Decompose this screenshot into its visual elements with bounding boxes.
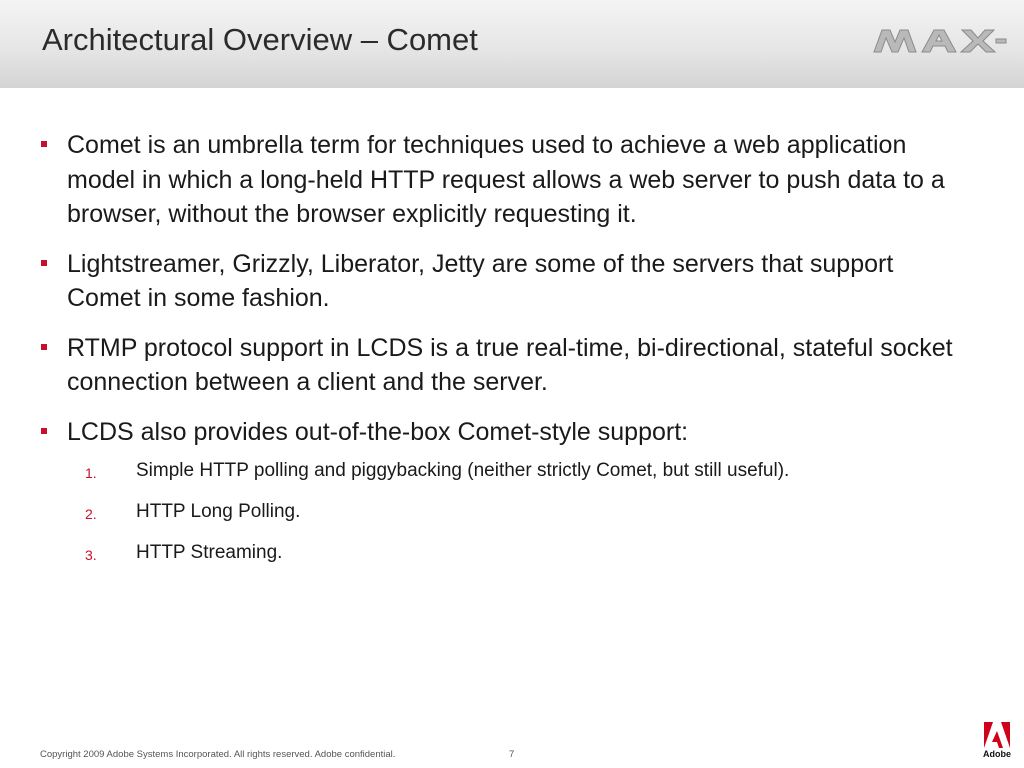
bullet-item xyxy=(40,415,970,450)
adobe-a-icon xyxy=(984,722,1010,748)
item-text: Simple HTTP polling and piggybacking (neither strictly Comet, but still useful). xyxy=(136,460,790,481)
copyright-notice: Copyright 2009 Adobe Systems Incorporated. All rights reserved. Adobe confidential. xyxy=(40,749,396,760)
numbered-sublist xyxy=(40,458,970,566)
page-number: 7 xyxy=(509,749,515,760)
bullet-text: LCDS also provides out-of-the-box Comet-style support: xyxy=(67,417,689,446)
item-text: HTTP Streaming. xyxy=(136,542,283,563)
item-number: 1. xyxy=(85,465,97,481)
bullet-square-icon xyxy=(41,141,47,147)
slide-body xyxy=(40,128,970,581)
bullet-text: Lightstreamer, Grizzly, Liberator, Jetty are some of the servers that support Comet in some fashion. xyxy=(67,249,894,312)
numbered-item xyxy=(40,540,970,566)
item-number: 3. xyxy=(85,547,97,563)
slide-title: Architectural Overview – Comet xyxy=(42,22,478,57)
bullet-item xyxy=(40,331,970,400)
bullet-item xyxy=(40,247,970,316)
numbered-item xyxy=(40,458,970,484)
max-logo xyxy=(872,27,1008,55)
bullet-text: Comet is an umbrella term for techniques used to achieve a web application model in which a long-held HTTP request allows a web server to push data to a browser, without the browser explicitly requesting it. xyxy=(67,131,945,228)
item-number: 2. xyxy=(85,506,97,522)
bullet-item xyxy=(40,128,970,232)
item-text: HTTP Long Polling. xyxy=(136,501,301,522)
bullet-square-icon xyxy=(41,260,47,266)
bullet-square-icon xyxy=(41,344,47,350)
numbered-item xyxy=(40,499,970,525)
bullet-text: RTMP protocol support in LCDS is a true real-time, bi-directional, stateful socket connection between a client and the server. xyxy=(67,333,953,396)
slide-header xyxy=(0,0,1024,88)
adobe-wordmark: Adobe xyxy=(983,749,1011,759)
bullet-square-icon xyxy=(41,428,47,434)
adobe-logo xyxy=(980,722,1014,762)
